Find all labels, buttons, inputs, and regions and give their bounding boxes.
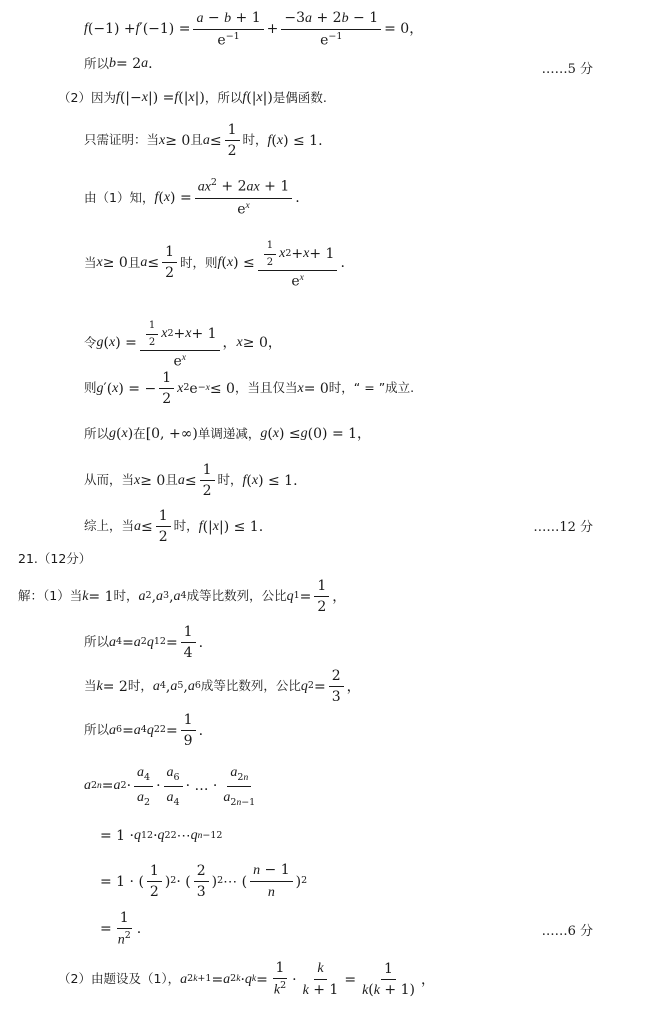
fraction: $\frac{-3a + 2b - 1}{e^{-1}}$ xyxy=(281,10,381,49)
text-line-13: 所以 a 4 = a 2 q 1 2 = $\frac{1}{4}$ . xyxy=(84,624,204,662)
text-line-10: 从而，当 x ≥ 0 且 a ≤ $\frac{1}{2}$ 时， f ( x ) ≤ 1. xyxy=(84,462,298,500)
fraction: $\frac{a - b + 1}{e^{-1}}$ xyxy=(193,10,263,49)
text-line-14: 当 k = 2 时， a 4 , a 5 , a 6 成等比数列，公比 q 2 = $\frac{2}{3}$ ， xyxy=(84,668,361,706)
text-line-3: （2）因为 f (|− x |) = f (| x |) ，所以 f (| x |) 是偶函数. xyxy=(58,89,327,106)
text-line-17: = 1 · q 1 2 · q 2 2 ⋯ q n−1 2 xyxy=(100,828,223,844)
text-line-8: 则 g ′( x ) = − $\frac{1}{2}$ x 2 e −x ≤ 0 ，当且仅当 x = 0 时，“ = ”成立. xyxy=(84,370,415,408)
text-line-2: 所以 b = 2 a . xyxy=(84,55,153,72)
score-mark: ……5 分 xyxy=(541,62,593,77)
text-line-9: 所以 g ( x ) 在 [0, +∞) 单调递减， g ( x ) ≤ g (0) = 1， xyxy=(84,425,372,442)
text-line-18: = 1 · ( $\frac{1}{2}$ ) 2 · ( $\frac{2}{3}$ ) 2 ⋯ ( $\frac{n - 1}{n}$ ) 2 xyxy=(100,862,308,901)
score-mark: ……6 分 xyxy=(541,924,593,939)
text-line-19: = $\frac{1}{n^2}$ . xyxy=(100,910,142,948)
text-line-16: a 2n = a 2 · $\frac{a_4}{a_2}$ · $\frac{a_6}{a_4}$ · … · $\frac{a_{2n}}{a_{2n-1}}$ xyxy=(84,765,256,808)
score-mark: ……12 分 xyxy=(533,520,593,535)
question-21-header: 21.（12分） xyxy=(18,551,92,566)
text-line-6: 当 x ≥ 0 且 a ≤ $\frac{1}{2}$ 时，则 f ( x ) ≤ $\frac{1}{2}$ x 2 + x + 1 $e^x$ . xyxy=(84,236,345,290)
text-line-7: 令 g ( x ) = $\frac{1}{2}$ x 2 + x + 1 $e^x$ ， x ≥ 0， xyxy=(84,316,282,370)
text-line-4: 只需证明：当 x ≥ 0 且 a ≤ $\frac{1}{2}$ 时， f ( x ) ≤ 1. xyxy=(84,122,323,160)
text-line-11: 综上，当 a ≤ $\frac{1}{2}$ 时， f (| x |) ≤ 1. xyxy=(84,508,264,546)
text-line-12: 解：（1）当 k = 1 时， a 2 , a 3 , a 4 成等比数列，公比 q 1 = $\frac{1}{2}$ ， xyxy=(18,578,347,616)
equation-line-1: f (−1) + f ′(−1) = $\frac{a - b + 1}{e^{-1}}$ + $\frac{-3a + 2b - 1}{e^{-1}}$ = 0， xyxy=(84,10,424,49)
text-line-20: （2）由题设及（1）， a 2k+1 = a 2k · q k = $\frac{1}{k^2}$ · $\frac{k}{k + 1}$ = $\frac{1}{k(k + 1)}$ ， xyxy=(58,960,435,999)
text-line-5: 由（1）知， f ( x ) = $\frac{ax^2 + 2ax + 1}{e^x}$ . xyxy=(84,177,300,218)
text-line-15: 所以 a 6 = a 4 q 2 2 = $\frac{1}{9}$ . xyxy=(84,712,204,750)
